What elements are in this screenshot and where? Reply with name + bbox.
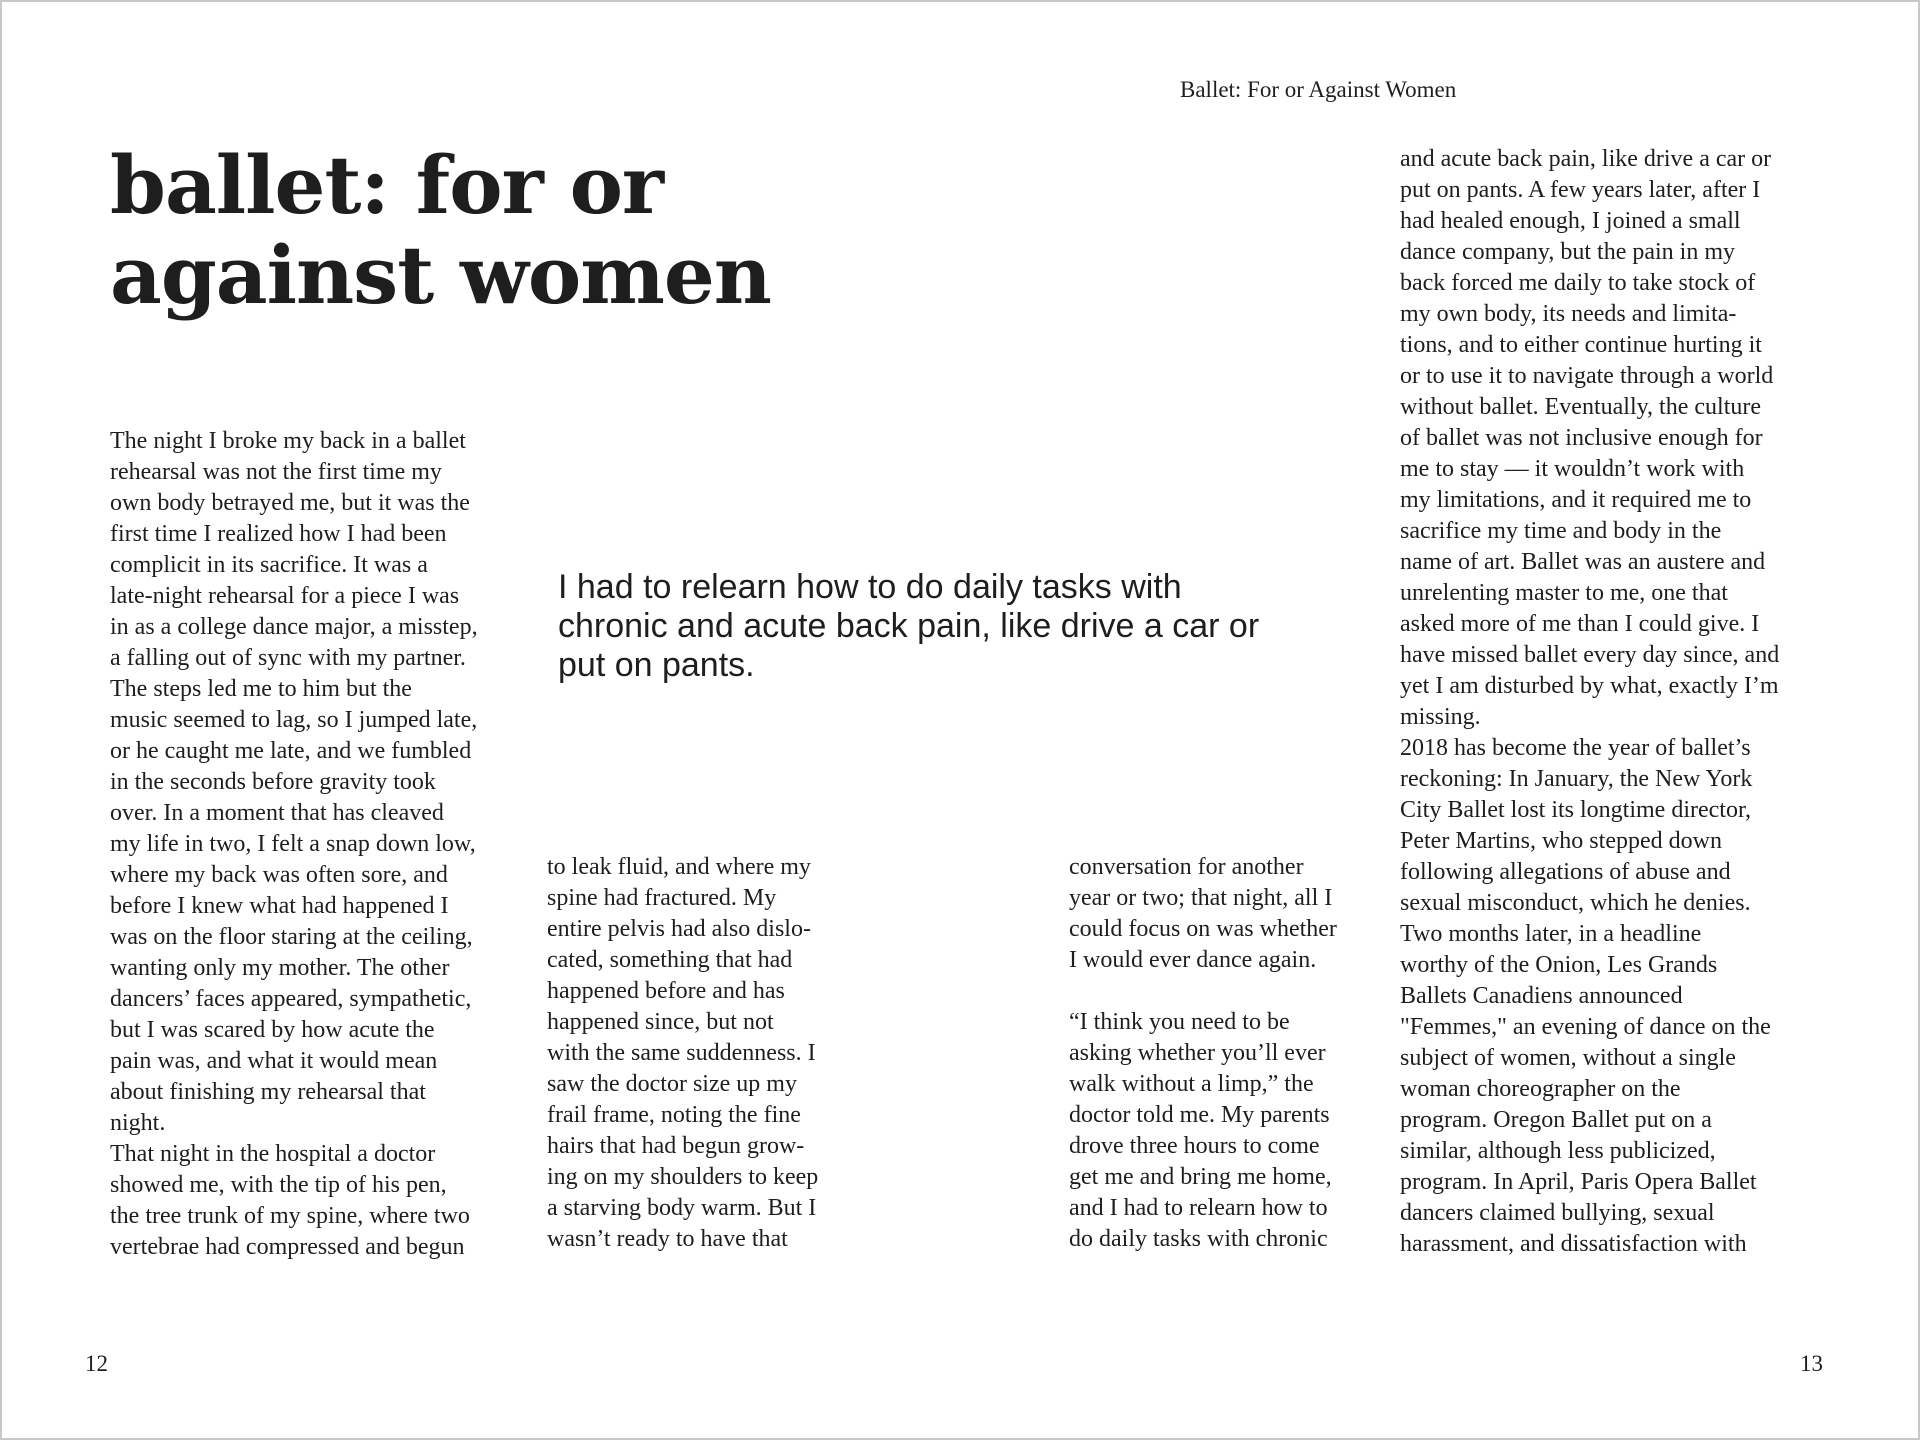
text-line: woman choreographer on the xyxy=(1400,1076,1681,1102)
text-line: own body betrayed me, but it was the xyxy=(110,490,470,516)
article-title xyxy=(110,140,771,320)
text-line: have missed ballet every day since, and xyxy=(1400,642,1780,668)
text-line: walk without a limp,” the xyxy=(1069,1071,1314,1097)
text-line: sexual misconduct, which he denies. xyxy=(1400,890,1751,916)
text-line: similar, although less publicized, xyxy=(1400,1138,1716,1164)
text-line: “I think you need to be xyxy=(1069,1009,1290,1035)
text-line: music seemed to lag, so I jumped late, xyxy=(110,707,478,733)
text-line: late-night rehearsal for a piece I was xyxy=(110,583,460,609)
text-line: spine had fractured. My xyxy=(547,885,777,911)
text-line: first time I realized how I had been xyxy=(110,521,447,547)
body-column-4 xyxy=(1400,144,1779,1260)
text-line: was on the floor staring at the ceiling, xyxy=(110,924,473,950)
text-line: conversation for another xyxy=(1069,854,1304,880)
text-line: rehearsal was not the first time my xyxy=(110,459,442,485)
text-line: following allegations of abuse and xyxy=(1400,859,1731,885)
text-line: a starving body warm. But I xyxy=(547,1195,817,1221)
text-line: me to stay — it wouldn’t work with xyxy=(1400,456,1745,482)
text-line: a falling out of sync with my partner. xyxy=(110,645,466,671)
text-line: subject of women, without a single xyxy=(1400,1045,1736,1071)
pull-quote xyxy=(558,568,1259,685)
text-line: frail frame, noting the fine xyxy=(547,1102,801,1128)
text-line: "Femmes," an evening of dance on the xyxy=(1400,1014,1771,1040)
text-line: saw the doctor size up my xyxy=(547,1071,797,1097)
text-line: put on pants. A few years later, after I xyxy=(1400,177,1761,203)
text-line: to leak fluid, and where my xyxy=(547,854,811,880)
text-line: Ballets Canadiens announced xyxy=(1400,983,1683,1009)
text-line: complicit in its sacrifice. It was a xyxy=(110,552,428,578)
body-column-1 xyxy=(110,426,478,1263)
text-line: my limitations, and it required me to xyxy=(1400,487,1752,513)
text-line: year or two; that night, all I xyxy=(1069,885,1333,911)
text-line: Peter Martins, who stepped down xyxy=(1400,828,1722,854)
text-line: and acute back pain, like drive a car or xyxy=(1400,146,1772,172)
page-number-left: 12 xyxy=(85,1351,108,1376)
text-line: wanting only my mother. The other xyxy=(110,955,450,981)
text-line: or he caught me late, and we fumbled xyxy=(110,738,472,764)
text-line: or to use it to navigate through a world xyxy=(1400,363,1774,389)
paragraph-gap xyxy=(1069,976,1337,1007)
text-line: harassment, and dissatisfaction with xyxy=(1400,1231,1747,1257)
text-line: happened since, but not xyxy=(547,1009,774,1035)
text-line: about finishing my rehearsal that xyxy=(110,1079,426,1105)
text-line: wasn’t ready to have that xyxy=(547,1226,788,1252)
column-3-paragraph-2 xyxy=(1069,1007,1337,1255)
text-line: chronic and acute back pain, like drive a car or xyxy=(558,607,1260,645)
text-line: drove three hours to come xyxy=(1069,1133,1320,1159)
text-line: program. Oregon Ballet put on a xyxy=(1400,1107,1712,1133)
text-line: tions, and to either continue hurting it xyxy=(1400,332,1762,358)
text-line: The night I broke my back in a ballet xyxy=(110,428,466,454)
text-line: cated, something that had xyxy=(547,947,793,973)
text-line: dancers claimed bullying, sexual xyxy=(1400,1200,1715,1226)
text-line: my own body, its needs and limita- xyxy=(1400,301,1737,327)
text-line: I had to relearn how to do daily tasks with xyxy=(558,568,1182,606)
text-line: could focus on was whether xyxy=(1069,916,1337,942)
text-line: but I was scared by how acute the xyxy=(110,1017,435,1043)
text-line: with the same suddenness. I xyxy=(547,1040,816,1066)
body-column-3 xyxy=(1069,852,1337,1255)
text-line: put on pants. xyxy=(558,646,755,684)
text-line: name of art. Ballet was an austere and xyxy=(1400,549,1766,575)
text-line: unrelenting master to me, one that xyxy=(1400,580,1728,606)
text-line: That night in the hospital a doctor xyxy=(110,1141,436,1167)
text-line: over. In a moment that has cleaved xyxy=(110,800,444,826)
text-line: back forced me daily to take stock of xyxy=(1400,270,1756,296)
text-line: City Ballet lost its longtime director, xyxy=(1400,797,1751,823)
text-line: doctor told me. My parents xyxy=(1069,1102,1330,1128)
text-line: of ballet was not inclusive enough for xyxy=(1400,425,1763,451)
text-line: the tree trunk of my spine, where two xyxy=(110,1203,470,1229)
text-line: I would ever dance again. xyxy=(1069,947,1317,973)
text-line: ing on my shoulders to keep xyxy=(547,1164,819,1190)
text-line: in as a college dance major, a misstep, xyxy=(110,614,478,640)
text-line: night. xyxy=(110,1110,166,1136)
text-line: hairs that had begun grow- xyxy=(547,1133,805,1159)
text-line: before I knew what had happened I xyxy=(110,893,449,919)
text-line: dance company, but the pain in my xyxy=(1400,239,1736,265)
running-head: Ballet: For or Against Women xyxy=(1180,77,1457,102)
text-line: 2018 has become the year of ballet’s xyxy=(1400,735,1751,761)
title-line-1: ballet: for or xyxy=(110,138,664,232)
text-line: happened before and has xyxy=(547,978,785,1004)
text-line: reckoning: In January, the New York xyxy=(1400,766,1753,792)
body-column-2 xyxy=(547,852,818,1255)
text-line: my life in two, I felt a snap down low, xyxy=(110,831,476,857)
text-line: The steps led me to him but the xyxy=(110,676,412,702)
title-line-2: against women xyxy=(110,228,771,322)
text-line: and I had to relearn how to xyxy=(1069,1195,1328,1221)
text-line: Two months later, in a headline xyxy=(1400,921,1702,947)
text-line: showed me, with the tip of his pen, xyxy=(110,1172,447,1198)
column-3-paragraph-1 xyxy=(1069,852,1337,976)
text-line: asking whether you’ll ever xyxy=(1069,1040,1326,1066)
text-line: pain was, and what it would mean xyxy=(110,1048,438,1074)
text-line: asked more of me than I could give. I xyxy=(1400,611,1760,637)
text-line: do daily tasks with chronic xyxy=(1069,1226,1328,1252)
text-line: dancers’ faces appeared, sympathetic, xyxy=(110,986,472,1012)
text-line: without ballet. Eventually, the culture xyxy=(1400,394,1762,420)
text-line: in the seconds before gravity took xyxy=(110,769,436,795)
text-line: yet I am disturbed by what, exactly I’m xyxy=(1400,673,1779,699)
text-line: where my back was often sore, and xyxy=(110,862,448,888)
text-line: entire pelvis had also dislo- xyxy=(547,916,811,942)
text-line: worthy of the Onion, Les Grands xyxy=(1400,952,1718,978)
text-line: missing. xyxy=(1400,704,1481,730)
text-line: had healed enough, I joined a small xyxy=(1400,208,1741,234)
text-line: vertebrae had compressed and begun xyxy=(110,1234,465,1260)
text-line: sacrifice my time and body in the xyxy=(1400,518,1722,544)
text-line: program. In April, Paris Opera Ballet xyxy=(1400,1169,1757,1195)
page-number-right: 13 xyxy=(1800,1351,1823,1376)
text-line: get me and bring me home, xyxy=(1069,1164,1332,1190)
